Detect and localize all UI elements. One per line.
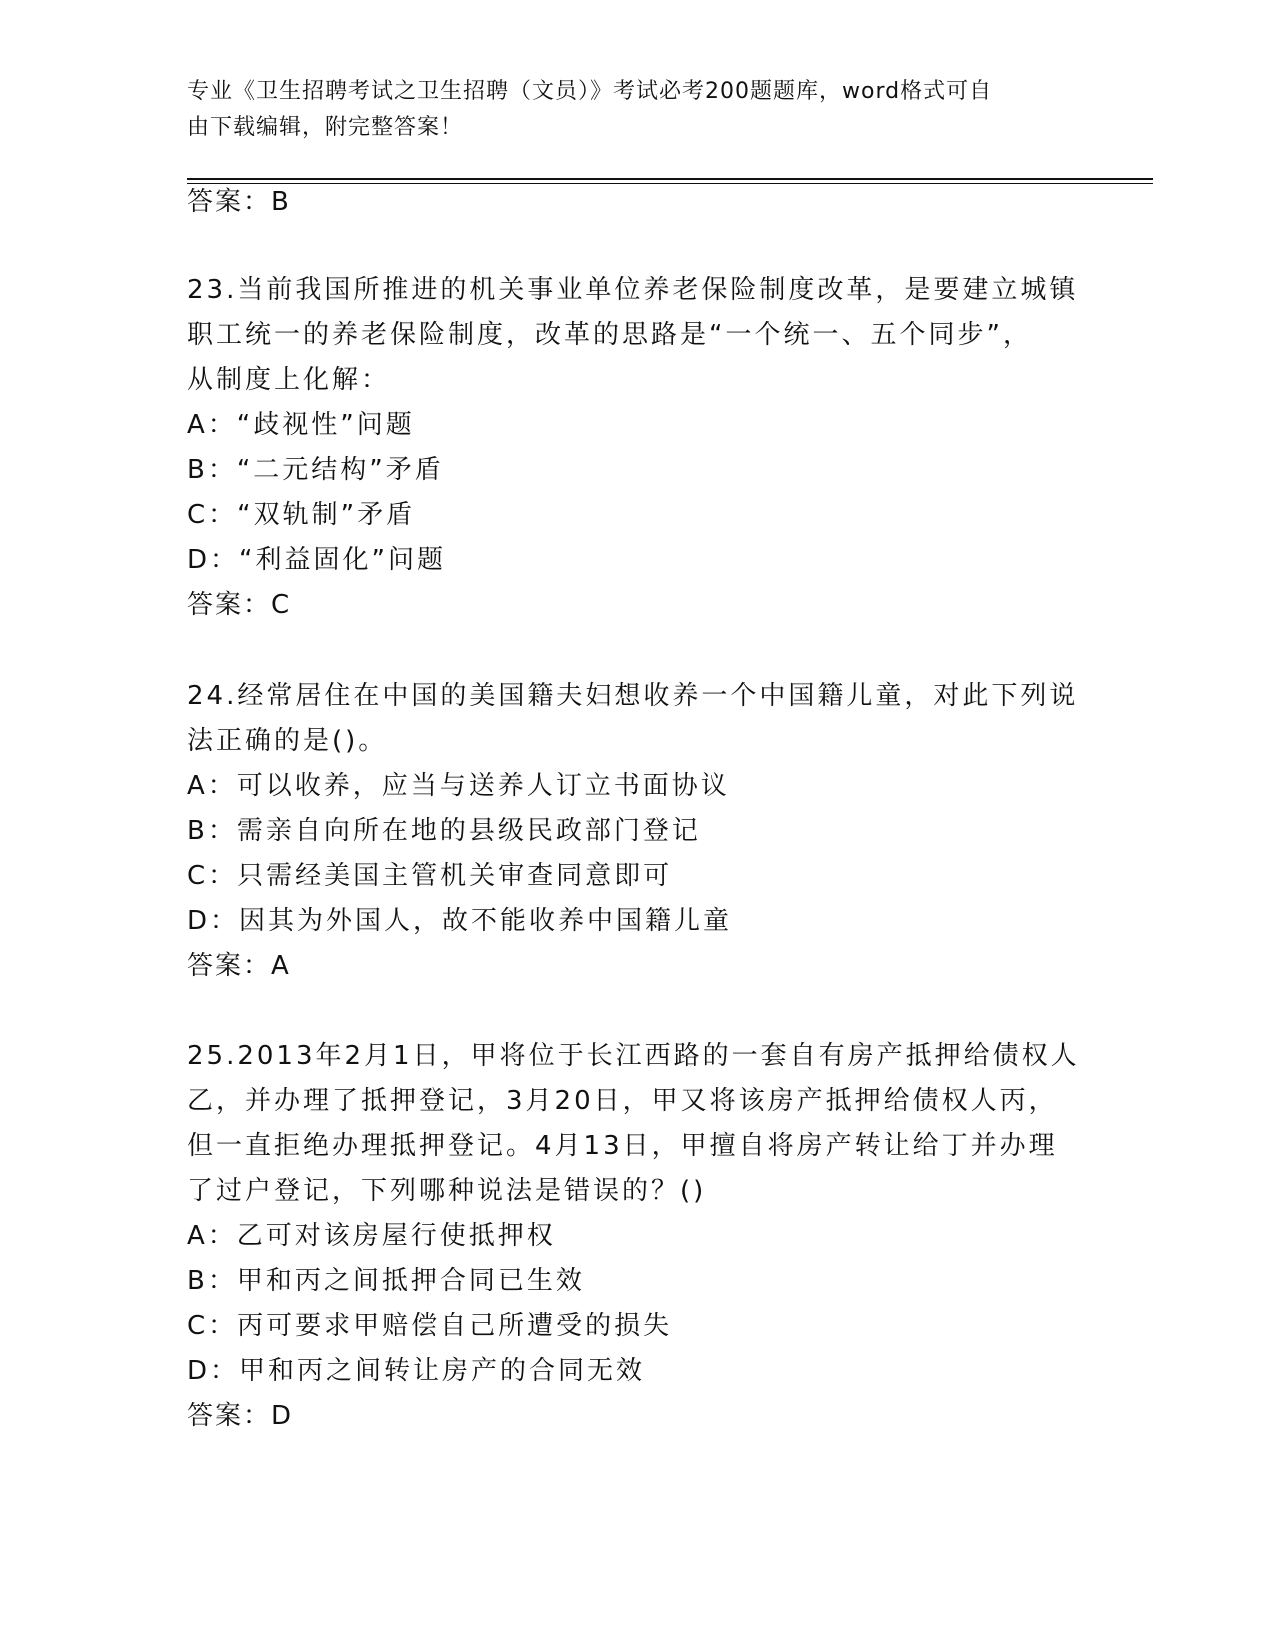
option-b: B：需亲自向所在地的县级民政部门登记 <box>187 816 701 846</box>
option-d: D：“利益固化”问题 <box>187 545 446 575</box>
option-c: C：丙可要求甲赔偿自己所遭受的损失 <box>187 1311 673 1341</box>
option-a: A：乙可对该房屋行使抵押权 <box>187 1221 556 1251</box>
question-stem <box>187 268 1087 403</box>
stem-line: 从制度上化解： <box>187 365 391 395</box>
stem-line: 23.当前我国所推进的机关事业单位养老保险制度改革，是要建立城镇 <box>187 275 1079 305</box>
option-a: A：可以收养，应当与送养人订立书面协议 <box>187 771 730 801</box>
question-24 <box>187 674 1087 988</box>
stem-line: 乙，并办理了抵押登记，3月20日，甲又将该房产抵押给债权人丙， <box>187 1086 1058 1116</box>
option-d: D：甲和丙之间转让房产的合同无效 <box>187 1356 646 1386</box>
option-c: C：“双轨制”矛盾 <box>187 500 416 530</box>
option-b: B：甲和丙之间抵押合同已生效 <box>187 1266 585 1296</box>
option-c: C：只需经美国主管机关审查同意即可 <box>187 861 673 891</box>
stem-line: 但一直拒绝办理抵押登记。4月13日，甲擅自将房产转让给丁并办理 <box>187 1131 1058 1161</box>
question-23 <box>187 268 1087 627</box>
header-line-2: 由下载编辑，附完整答案！ <box>187 115 464 140</box>
answer: 答案：C <box>187 590 292 620</box>
answer: 答案：A <box>187 951 291 981</box>
question-stem <box>187 674 1087 764</box>
stem-line: 了过户登记，下列哪种说法是错误的？() <box>187 1176 707 1206</box>
option-d: D：因其为外国人，故不能收养中国籍儿童 <box>187 906 733 936</box>
question-25 <box>187 1034 1087 1438</box>
answer: 答案：D <box>187 1401 294 1431</box>
document-header <box>187 74 1067 146</box>
question-stem <box>187 1034 1087 1214</box>
previous-answer: 答案：B <box>187 187 291 217</box>
option-b: B：“二元结构”矛盾 <box>187 455 444 485</box>
stem-line: 法正确的是()。 <box>187 726 388 756</box>
stem-line: 25.2013年2月1日，甲将位于长江西路的一套自有房产抵押给债权人 <box>187 1041 1080 1071</box>
stem-line: 职工统一的养老保险制度，改革的思路是“一个统一、五个同步”， <box>187 320 1032 350</box>
stem-line: 24.经常居住在中国的美国籍夫妇想收养一个中国籍儿童，对此下列说 <box>187 681 1079 711</box>
option-a: A：“歧视性”问题 <box>187 410 415 440</box>
header-line-1: 专业《卫生招聘考试之卫生招聘（文员）》考试必考200题题库，word格式可自 <box>187 79 993 104</box>
